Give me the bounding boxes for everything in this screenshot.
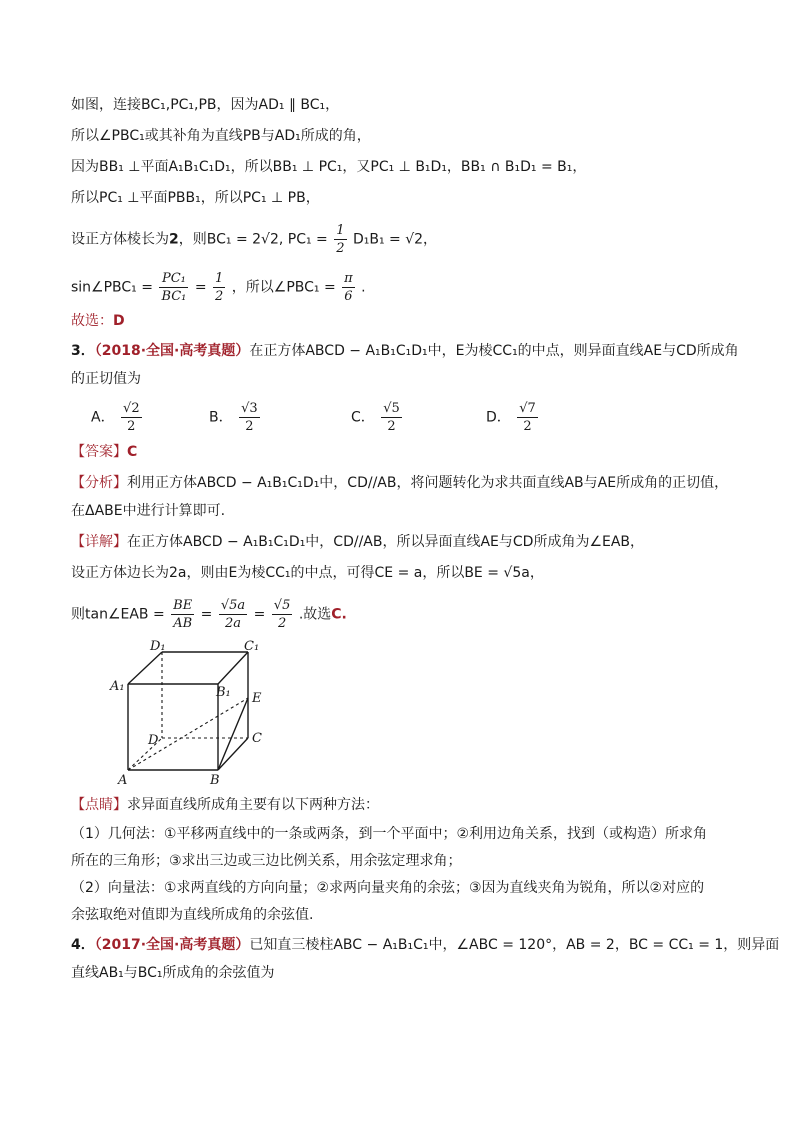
edge-A1-D1 — [128, 652, 162, 684]
option-c[interactable]: C． $\frac{√5}{2}$ — [351, 401, 400, 434]
edge-C1-B1 — [218, 652, 248, 684]
label-B1: B₁ — [216, 685, 231, 700]
fraction: $\frac{1}{2}$ — [215, 271, 224, 304]
question-3-stem: 3．（2018·全国·高考真题）在正方体ABCD − A₁B₁C₁D₁中，E为棱CC₁的中点，则异面直线AE与CD所成角 — [71, 343, 739, 359]
fraction: $\frac{BE}{AB}$ — [173, 598, 193, 631]
analysis-line-2: 在ΔABE中进行计算即可. — [71, 503, 226, 519]
label-C1: C₁ — [244, 639, 260, 654]
tip-line-3: 所在的三角形；③求出三边或三边比例关系，用余弦定理求角； — [71, 853, 462, 869]
detail-line-3: 则tan∠EAB = $\frac{BE}{AB}$ = $\frac{√5a}{2a}$ = $\frac{√5}{2}$ .故选C. — [71, 598, 347, 631]
option-d[interactable]: D． $\frac{√7}{2}$ — [486, 401, 536, 434]
solution-line-2: 所以∠PBC₁或其补角为直线PB与AD₁所成的角， — [71, 128, 371, 144]
answer-tag-line: 【答案】C — [71, 444, 138, 460]
edge-C-B — [218, 738, 248, 770]
solution-line-1: 如图，连接BC₁,PC₁,PB，因为AD₁ ∥ BC₁， — [71, 97, 340, 113]
question-3-stem-cont: 的正切值为 — [71, 371, 141, 387]
solution-line-4: 所以PC₁ ⊥平面PBB₁，所以PC₁ ⊥ PB， — [71, 190, 320, 206]
detail-line-1: 【详解】在正方体ABCD − A₁B₁C₁D₁中，CD//AB，所以异面直线AE与CD所成角为∠EAB， — [71, 534, 645, 550]
question-4-stem-cont: 直线AB₁与BC₁所成角的余弦值为 — [71, 965, 275, 981]
solution-line-6: sin∠PBC₁ = $\frac{\text{PC₁}}{\text{BC₁}}$ = $\frac{1}{2}$ ，所以∠PBC₁ = $\frac{\pi}{6}$ . — [71, 271, 366, 304]
cube-figure — [100, 632, 280, 792]
tip-line-4: （2）向量法：①求两直线的方向向量；②求两向量夹角的余弦；③因为直线夹角为锐角，所以②对应的 — [71, 880, 705, 896]
option-b[interactable]: B． $\frac{√3}{2}$ — [209, 401, 258, 434]
fraction: $\frac{√5a}{2a}$ — [220, 598, 246, 631]
tip-line-5: 余弦取绝对值即为直线所成角的余弦值. — [71, 907, 314, 923]
label-D1: D₁ — [150, 639, 166, 654]
label-E: E — [252, 691, 262, 706]
analysis-line-1: 【分析】利用正方体ABCD − A₁B₁C₁D₁中，CD//AB，将问题转化为求共面直线AB与AE所成角的正切值， — [71, 475, 729, 491]
detail-line-2: 设正方体边长为2a，则由E为棱CC₁的中点，可得CE = a，所以BE = √5a， — [71, 565, 544, 581]
option-a[interactable]: A． $\frac{√2}{2}$ — [91, 401, 140, 434]
hidden-segment-A-E — [128, 698, 248, 770]
tip-line-2: （1）几何法：①平移两直线中的一条或两条，到一个平面中；②利用边角关系，找到（或构造）所求角 — [71, 826, 708, 842]
answer-line: 故选：D — [71, 313, 125, 329]
solution-line-3: 因为BB₁ ⊥平面A₁B₁C₁D₁，所以BB₁ ⊥ PC₁，又PC₁ ⊥ B₁D₁，BB₁ ∩ B₁D₁ = B₁， — [71, 159, 587, 175]
solution-line-5: 设正方体棱长为2，则BC₁ = 2√2, PC₁ = $\frac{1}{2}$ D₁B₁ = √2， — [71, 223, 438, 256]
question-3-options — [71, 400, 734, 440]
fraction: $\frac{\pi}{6}$ — [344, 271, 353, 304]
label-A1: A₁ — [110, 679, 125, 694]
segment-B-E — [218, 698, 248, 770]
fraction: $\frac{1}{2}$ — [336, 223, 345, 256]
tip-line-1: 【点睛】求异面直线所成角主要有以下两种方法： — [71, 797, 379, 813]
label-C: C — [252, 731, 262, 746]
label-B: B — [210, 773, 220, 788]
fraction: $\frac{\text{PC₁}}{\text{BC₁}}$ — [161, 271, 187, 304]
label-D: D — [148, 733, 159, 748]
fraction: $\frac{√5}{2}$ — [273, 598, 291, 631]
question-4-stem: 4．（2017·全国·高考真题）已知直三棱柱ABC − A₁B₁C₁中，∠ABC = 120°，AB = 2，BC = CC₁ = 1，则异面 — [71, 937, 780, 953]
label-A: A — [118, 773, 128, 788]
